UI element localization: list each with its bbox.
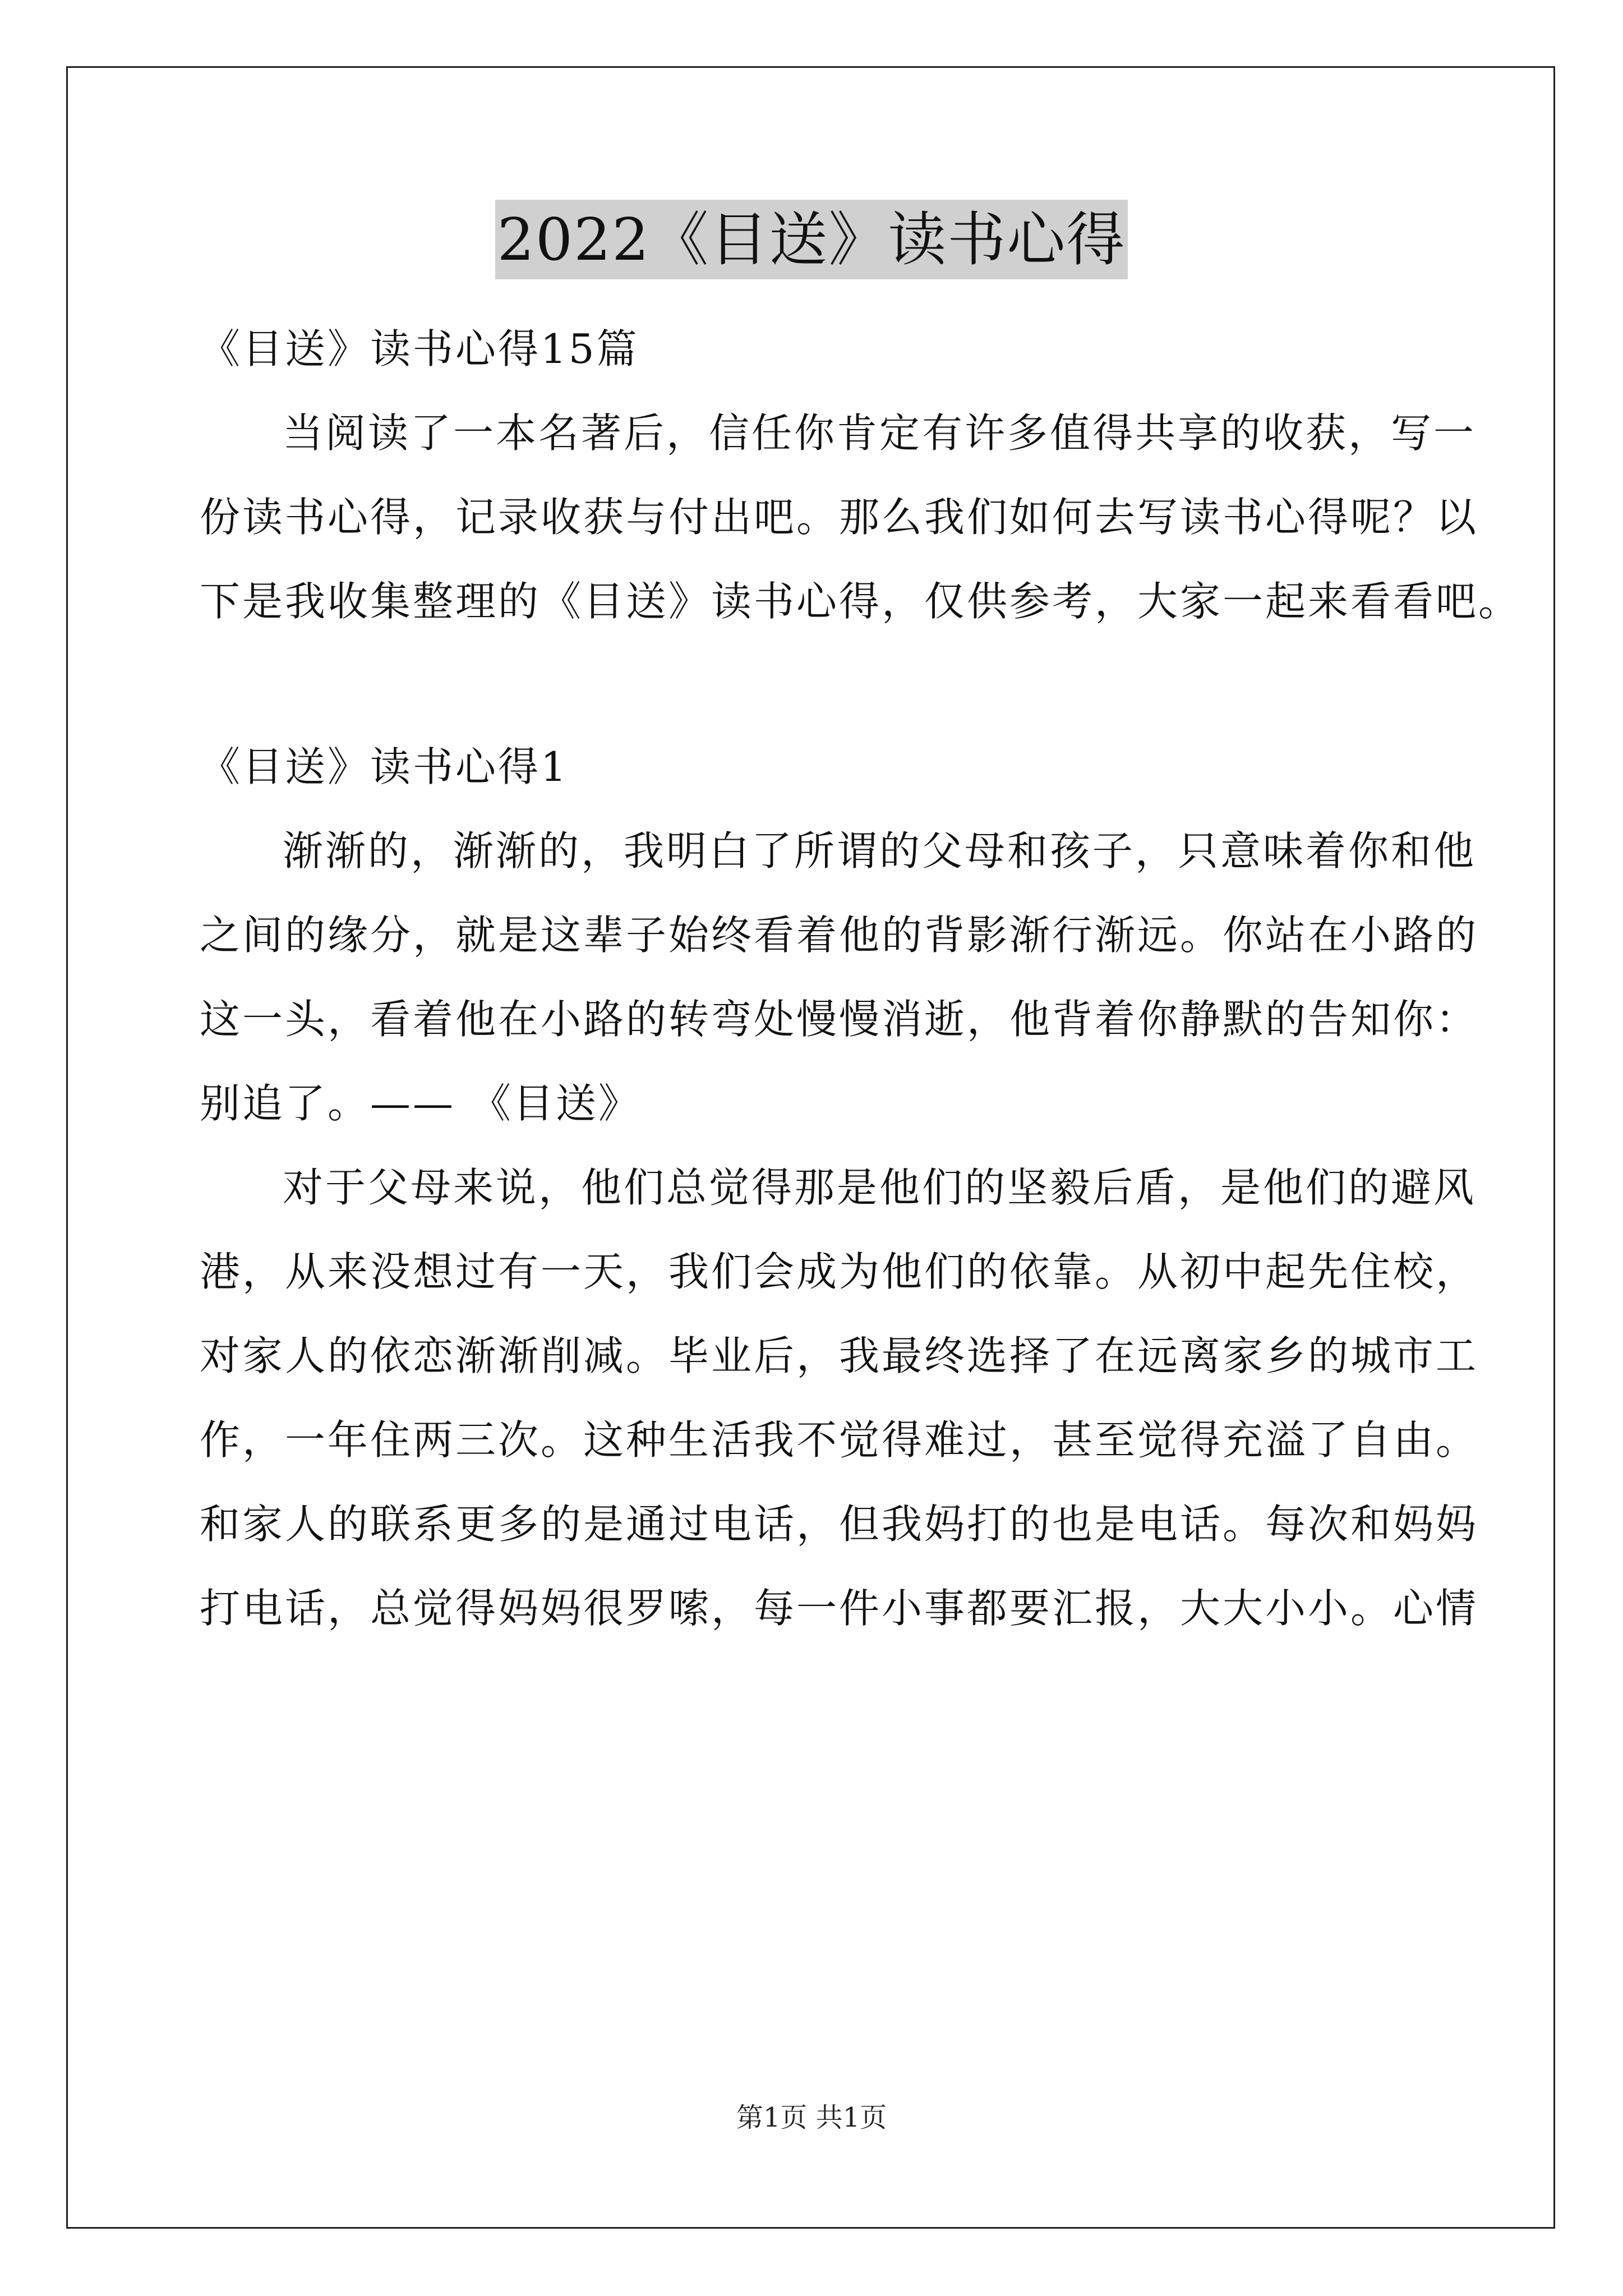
paragraph-line: 渐渐的，渐渐的，我明白了所谓的父母和孩子，只意味着你和他 [283, 827, 1477, 875]
document-body [200, 307, 1521, 1650]
subtitle: 《目送》读书心得15篇 [200, 325, 639, 372]
intro-paragraph [200, 391, 1521, 643]
paragraph-line: 别追了。—— 《目送》 [200, 1080, 641, 1127]
intro-line: 当阅读了一本名著后，信任你肯定有许多值得共享的收获，写一 [283, 409, 1477, 457]
paragraph-line: 作，一年住两三次。这种生活我不觉得难过，甚至觉得充溢了自由。 [200, 1416, 1479, 1464]
intro-line: 下是我收集整理的《目送》读书心得，仅供参考，大家一起来看看吧。 [200, 578, 1521, 625]
paragraph-line: 对于父母来说，他们总觉得那是他们的坚毅后盾，是他们的避风 [283, 1164, 1477, 1211]
page-footer: 第1页 共1页 [736, 2102, 887, 2133]
paragraph-line: 港，从来没想过有一天，我们会成为他们的依靠。从初中起先住校， [200, 1248, 1479, 1295]
paragraph-line: 这一头，看着他在小路的转弯处慢慢消逝，他背着你静默的告知你： [200, 996, 1479, 1043]
document-title: 2022《目送》读书心得 [495, 200, 1128, 279]
paragraph-line: 对家人的依恋渐渐削减。毕业后，我最终选择了在远离家乡的城市工 [200, 1332, 1479, 1379]
paragraph-2 [200, 1145, 1479, 1650]
paragraph-line: 打电话，总觉得妈妈很罗嗦，每一件小事都要汇报，大大小小。心情 [200, 1585, 1479, 1632]
intro-line: 份读书心得，记录收获与付出吧。那么我们如何去写读书心得呢？以 [200, 494, 1479, 541]
paragraph-line: 之间的缘分，就是这辈子始终看着他的背影渐行渐远。你站在小路的 [200, 912, 1479, 959]
title-container [0, 200, 1623, 279]
paragraph-1 [200, 809, 1479, 1145]
section-heading: 《目送》读书心得1 [200, 743, 569, 790]
paragraph-line: 和家人的联系更多的是通过电话，但我妈打的也是电话。每次和妈妈 [200, 1501, 1479, 1548]
